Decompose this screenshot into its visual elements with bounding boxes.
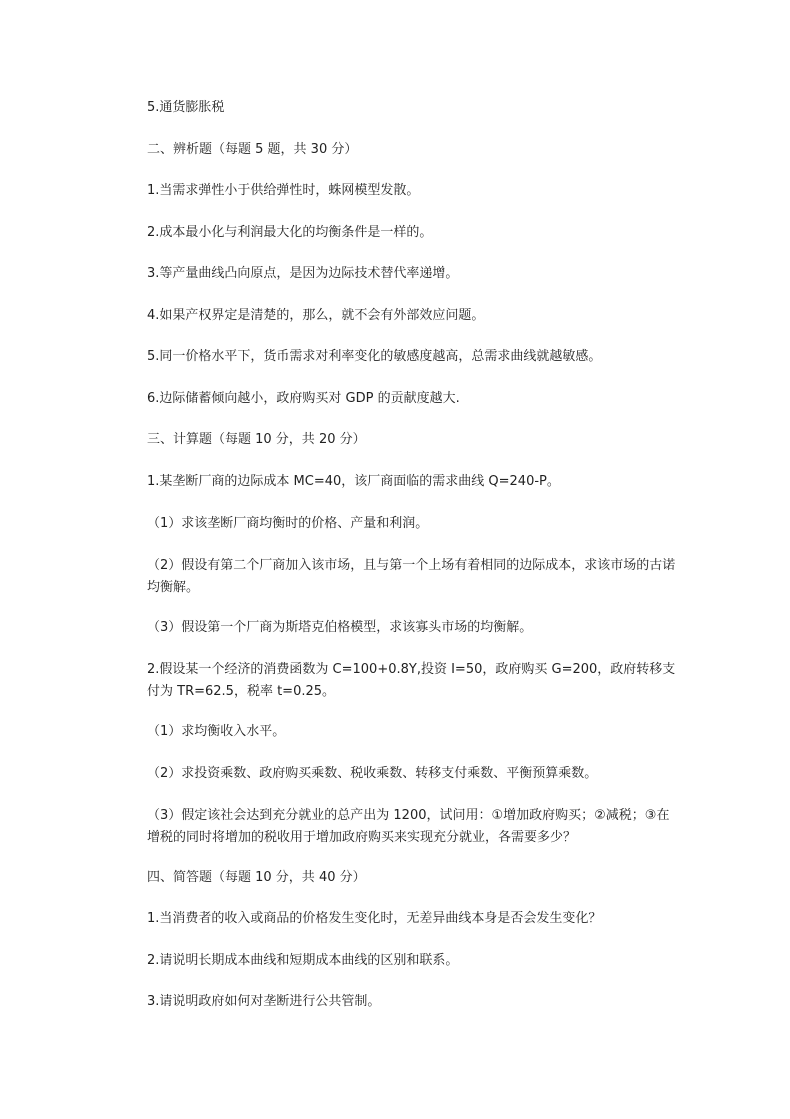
calc-question-1-part-2	[119, 555, 679, 599]
calc-question-2-text: 2.假设某一个经济的消费函数为 C=100+0.8Y,投资 I=50，政府购买 G=200，政府转移支付为 TR=62.5，税率 t=0.25。	[147, 662, 676, 699]
short-answer-question-1: 1.当消费者的收入或商品的价格发生变化时，无差异曲线本身是否会发生变化？	[147, 911, 602, 926]
calc-question-2-part-1: （1）求均衡收入水平。	[147, 724, 286, 739]
analysis-question-3: 3.等产量曲线凸向原点，是因为边际技术替代率递增。	[147, 266, 459, 281]
section-heading-calculation: 三、计算题（每题 10 分，共 20 分）	[147, 432, 366, 447]
calc-question-2-part-3-text: （3）假定该社会达到充分就业的总产出为 1200，试问用：①增加政府购买；②减税；③在增税的同时将增加的税收用于增加政府购买来实现充分就业，各需要多少？	[147, 808, 670, 845]
analysis-question-6: 6.边际储蓄倾向越小，政府购买对 GDP 的贡献度越大.	[147, 391, 460, 406]
analysis-question-4: 4.如果产权界定是清楚的，那么，就不会有外部效应问题。	[147, 308, 485, 323]
calc-question-2-part-2: （2）求投资乘数、政府购买乘数、税收乘数、转移支付乘数、平衡预算乘数。	[147, 766, 598, 781]
calc-question-1-part-3: （3）假设第一个厂商为斯塔克伯格模型，求该寡头市场的均衡解。	[147, 620, 533, 635]
analysis-question-5: 5.同一价格水平下，货币需求对利率变化的敏感度越高，总需求曲线就越敏感。	[147, 349, 602, 364]
calc-question-1: 1.某垄断厂商的边际成本 MC=40，该厂商面临的需求曲线 Q=240-P。	[147, 474, 560, 489]
short-answer-question-3: 3.请说明政府如何对垄断进行公共管制。	[147, 994, 381, 1009]
section-heading-short-answer: 四、简答题（每题 10 分，共 40 分）	[147, 870, 366, 885]
calc-question-2-part-3	[119, 805, 679, 849]
calc-question-1-part-2-text: （2）假设有第二个厂商加入该市场，且与第一个上场有着相同的边际成本，求该市场的古诺均衡解。	[147, 558, 676, 595]
item-inflation-tax: 5.通货膨胀税	[147, 100, 225, 115]
analysis-question-2: 2.成本最小化与利润最大化的均衡条件是一样的。	[147, 225, 433, 240]
analysis-question-1: 1.当需求弹性小于供给弹性时，蛛网模型发散。	[147, 183, 420, 198]
calc-question-2	[119, 659, 679, 703]
short-answer-question-2: 2.请说明长期成本曲线和短期成本曲线的区别和联系。	[147, 953, 459, 968]
section-heading-analysis: 二、辨析题（每题 5 题，共 30 分）	[147, 142, 358, 157]
calc-question-1-part-1: （1）求该垄断厂商均衡时的价格、产量和利润。	[147, 516, 429, 531]
